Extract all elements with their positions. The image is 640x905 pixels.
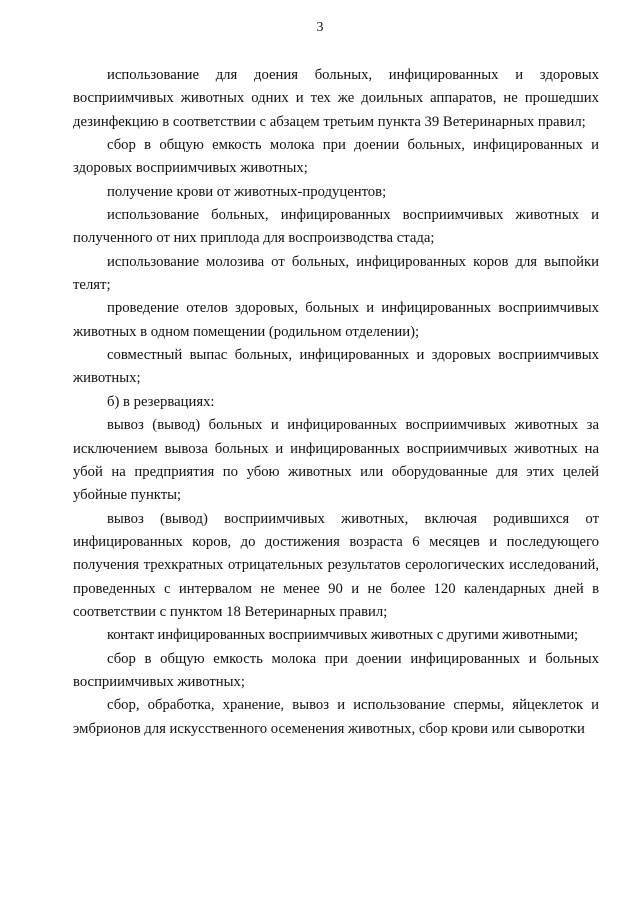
paragraph-susceptible-removal: вывоз (вывод) восприимчивых животных, включая родившихся от инфицированных коров, до достижения возраста 6 месяцев и последующего получения трехкратных отрицательных результатов серологических исследований, проведенных с интервалом не менее 90 и не более 120 календарных дней в соответствии с пунктом 18 Ветеринарных правил; xyxy=(73,510,599,620)
paragraph-milk-collection: сбор в общую емкость молока при доении больных, инфицированных и здоровых восприимчивых животных; xyxy=(73,137,599,177)
paragraph-calving: проведение отелов здоровых, больных и инфицированных восприимчивых животных в одном помещении (родильном отделении); xyxy=(73,300,599,340)
paragraph-animal-contact: контакт инфицированных восприимчивых животных с другими животными; xyxy=(107,627,578,644)
paragraph-animal-removal: вывоз (вывод) больных и инфицированных восприимчивых животных за исключением вывоза больных и инфицированных восприимчивых животных на убой на предприятия по убою животных или оборудованные для этих целей убойные пункты; xyxy=(73,417,599,504)
paragraph-joint-grazing: совместный выпас больных, инфицированных и здоровых восприимчивых животных; xyxy=(73,347,599,387)
document-body xyxy=(73,64,599,741)
paragraph-blood-collection: получение крови от животных-продуцентов; xyxy=(107,183,387,200)
paragraph-reproductive-material: сбор, обработка, хранение, вывоз и использование спермы, яйцеклеток и эмбрионов для искусственного осеменения животных, сбор крови или сыворотки xyxy=(73,697,599,737)
paragraph-herd-reproduction: использование больных, инфицированных восприимчивых животных и полученного от них приплода для воспроизводства стада; xyxy=(73,207,599,247)
paragraph-colostrum-use: использование молозива от больных, инфицированных коров для выпойки телят; xyxy=(73,253,599,294)
paragraph-milking-equipment: использование для доения больных, инфицированных и здоровых восприимчивых животных одних и тех же доильных аппаратов, не прошедших дезинфекцию в соответствии с абзацем третьим пункта 39 Ветеринарных правил; xyxy=(73,67,599,130)
page-number: 3 xyxy=(316,20,324,35)
paragraph-reservation-heading: б) в резервациях: xyxy=(107,393,215,410)
paragraph-reservation-milk-collection: сбор в общую емкость молока при доении инфицированных и больных восприимчивых животных; xyxy=(73,650,599,690)
